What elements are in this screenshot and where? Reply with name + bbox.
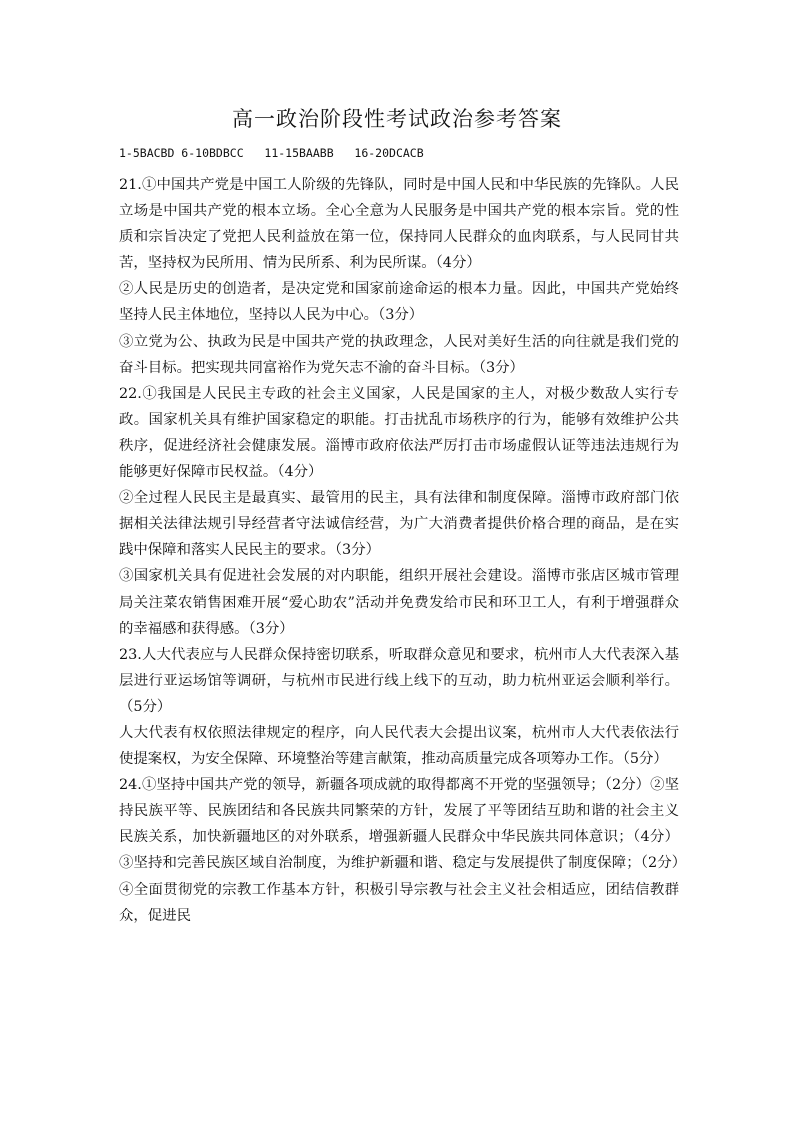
answer-21-point-1: 21.①中国共产党是中国工人阶级的先锋队，同时是中国人民和中华民族的先锋队。人民立场是中国共产党的根本立场。全心全意为人民服务是中国共产党的根本宗旨。党的性质和宗旨决定了党把人民利益放在第一位，保持同人民群众的血肉联系，与人民同甘共苦，坚持权为民所用、情为民所系、利为民所谋。（4分） [119,177,679,272]
answer-23-point-1: 23.人大代表应与人民群众保持密切联系，听取群众意见和要求，杭州市人大代表深入基层进行亚运场馆等调研，与杭州市民进行线上线下的互动，助力杭州亚运会顺利举行。（5分） [119,646,679,715]
answer-23-point-2: 人大代表有权依照法律规定的程序，向人民代表大会提出议案，杭州市人大代表依法行使提案权，为安全保障、环境整治等建言献策，推动高质量完成各项筹办工作。（5分） [119,724,679,768]
answer-22-point-3: ③国家机关具有促进社会发展的对内职能，组织开展社会建设。淄博市张店区城市管理局关注菜农销售困难开展“爱心助农”活动并免费发给市民和环卫工人，有利于增强群众的幸福感和获得感。（3分） [119,568,679,637]
answer-body [119,172,679,929]
answer-21-point-3: ③立党为公、执政为民是中国共产党的执政理念，人民对美好生活的向往就是我们党的奋斗目标。把实现共同富裕作为党矢志不渝的奋斗目标。（3分） [119,333,679,376]
objective-answers: 1-5BACBD 6-10BDBCC 11-15BAABB 16-20DCACB [119,146,424,160]
answer-22-point-1: 22.①我国是人民民主专政的社会主义国家，人民是国家的主人，对极少数敌人实行专政。国家机关具有维护国家稳定的职能。打击扰乱市场秩序的行为，能够有效维护公共秩序，促进经济社会健康发展。淄博市政府依法严厉打击市场虚假认证等违法违规行为能够更好保障市民权益。（4分） [119,385,679,481]
answer-24: 24.①坚持中国共产党的领导，新疆各项成就的取得都离不开党的坚强领导；（2分）②坚持民族平等、民族团结和各民族共同繁荣的方针，发展了平等团结互助和谐的社会主义民族关系，加快新疆地区的对外联系，增强新疆人民群众中华民族共同体意识；（4分）③坚持和完善民族区域自治制度，为维护新疆和谐、稳定与发展提供了制度保障；（2分）④全面贯彻党的宗教工作基本方针，积极引导宗教与社会主义社会相适应，团结信教群众，促进民 [119,777,679,924]
page-title: 高一政治阶段性考试政治参考答案 [232,107,562,131]
answer-22-point-2: ②全过程人民民主是最真实、最管用的民主，具有法律和制度保障。淄博市政府部门依据相关法律法规引导经营者守法诚信经营，为广大消费者提供价格合理的商品，是在实践中保障和落实人民民主的要求。（3分） [119,490,679,559]
answer-21-point-2: ②人民是历史的创造者，是决定党和国家前途命运的根本力量。因此，中国共产党始终坚持人民主体地位，坚持以人民为中心。（3分） [119,281,679,324]
